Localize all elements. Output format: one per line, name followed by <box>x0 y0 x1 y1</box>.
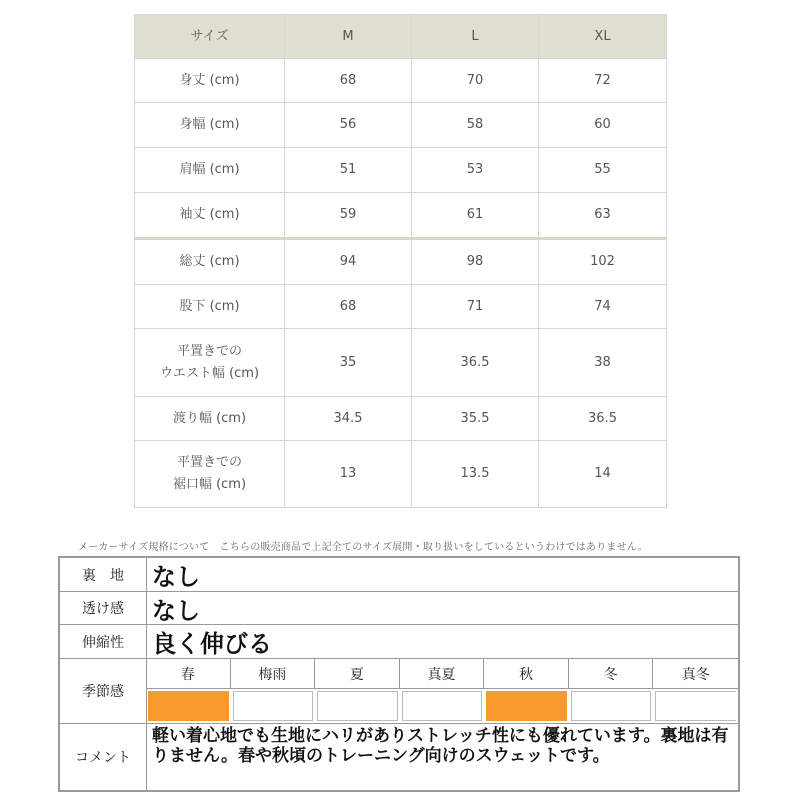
table-row <box>135 59 667 103</box>
season-name: 梅雨 <box>231 659 316 689</box>
stretch-row <box>60 625 738 659</box>
cell-m: 13 <box>285 441 412 508</box>
size-note: メーカーサイズ規格について こちらの販売商品で上記全てのサイズ展開・取り扱いをしているというわけではありません。 <box>78 542 648 553</box>
season-name: 真夏 <box>400 659 485 689</box>
row-label: 平置きでの ウエスト幅 (cm) <box>135 329 285 397</box>
cell-xl: 102 <box>539 239 667 285</box>
table-row <box>135 441 667 508</box>
cell-xl: 14 <box>539 441 667 508</box>
season-indicator <box>317 691 398 721</box>
cell-l: 61 <box>412 193 539 239</box>
cell-l: 58 <box>412 103 539 148</box>
cell-m: 56 <box>285 103 412 148</box>
table-row <box>135 193 667 239</box>
cell-m: 68 <box>285 59 412 103</box>
row-label: 平置きでの 裾口幅 (cm) <box>135 441 285 508</box>
header-xl: XL <box>539 15 667 59</box>
cell-l: 71 <box>412 285 539 329</box>
header-l: L <box>412 15 539 59</box>
season-name: 冬 <box>569 659 654 689</box>
size-header-row <box>135 15 667 59</box>
cell-xl: 72 <box>539 59 667 103</box>
comment-row <box>60 724 738 790</box>
season-indicator <box>402 691 483 721</box>
header-m: M <box>285 15 412 59</box>
cell-m: 68 <box>285 285 412 329</box>
cell-l: 13.5 <box>412 441 539 508</box>
comment-label: コメント <box>60 724 147 790</box>
season-grid <box>146 659 738 723</box>
cell-xl: 55 <box>539 148 667 193</box>
header-size: サイズ <box>135 15 285 59</box>
season-indicator <box>233 691 314 721</box>
season-label: 季節感 <box>60 659 147 723</box>
table-row <box>135 239 667 285</box>
table-row <box>135 329 667 397</box>
season-name: 真冬 <box>653 659 738 689</box>
season-row <box>60 659 738 724</box>
cell-l: 98 <box>412 239 539 285</box>
cell-xl: 38 <box>539 329 667 397</box>
cell-l: 53 <box>412 148 539 193</box>
season-name: 春 <box>146 659 231 689</box>
table-row <box>135 397 667 441</box>
attribute-table <box>58 556 740 792</box>
cell-m: 35 <box>285 329 412 397</box>
row-label: 総丈 (cm) <box>135 239 285 285</box>
cell-xl: 74 <box>539 285 667 329</box>
row-label: 股下 (cm) <box>135 285 285 329</box>
season-indicator <box>655 691 736 721</box>
transparency-row <box>60 592 738 625</box>
season-indicator <box>148 691 229 721</box>
cell-l: 36.5 <box>412 329 539 397</box>
table-row <box>135 285 667 329</box>
comment-text: 軽い着心地でも生地にハリがありストレッチ性にも優れています。裏地は有りません。春や秋頃のトレーニング向けのスウェットです。 <box>152 726 729 766</box>
cell-m: 94 <box>285 239 412 285</box>
cell-m: 34.5 <box>285 397 412 441</box>
cell-m: 59 <box>285 193 412 239</box>
row-label: 袖丈 (cm) <box>135 193 285 239</box>
lining-value: なし <box>152 563 200 591</box>
season-indicator <box>571 691 652 721</box>
lining-row <box>60 558 738 592</box>
row-label: 渡り幅 (cm) <box>135 397 285 441</box>
stretch-value: 良く伸びる <box>152 630 272 658</box>
season-indicator <box>486 691 567 721</box>
row-label: 身幅 (cm) <box>135 103 285 148</box>
size-table <box>134 14 667 508</box>
transparency-label: 透け感 <box>60 592 147 624</box>
cell-xl: 63 <box>539 193 667 239</box>
cell-l: 35.5 <box>412 397 539 441</box>
cell-m: 51 <box>285 148 412 193</box>
cell-xl: 36.5 <box>539 397 667 441</box>
row-label: 身丈 (cm) <box>135 59 285 103</box>
transparency-value: なし <box>152 596 200 625</box>
row-label: 肩幅 (cm) <box>135 148 285 193</box>
lining-label: 裏 地 <box>60 558 147 591</box>
stretch-label: 伸縮性 <box>60 625 147 658</box>
season-name: 秋 <box>484 659 569 689</box>
season-name: 夏 <box>315 659 400 689</box>
cell-xl: 60 <box>539 103 667 148</box>
table-row <box>135 103 667 148</box>
table-row <box>135 148 667 193</box>
cell-l: 70 <box>412 59 539 103</box>
